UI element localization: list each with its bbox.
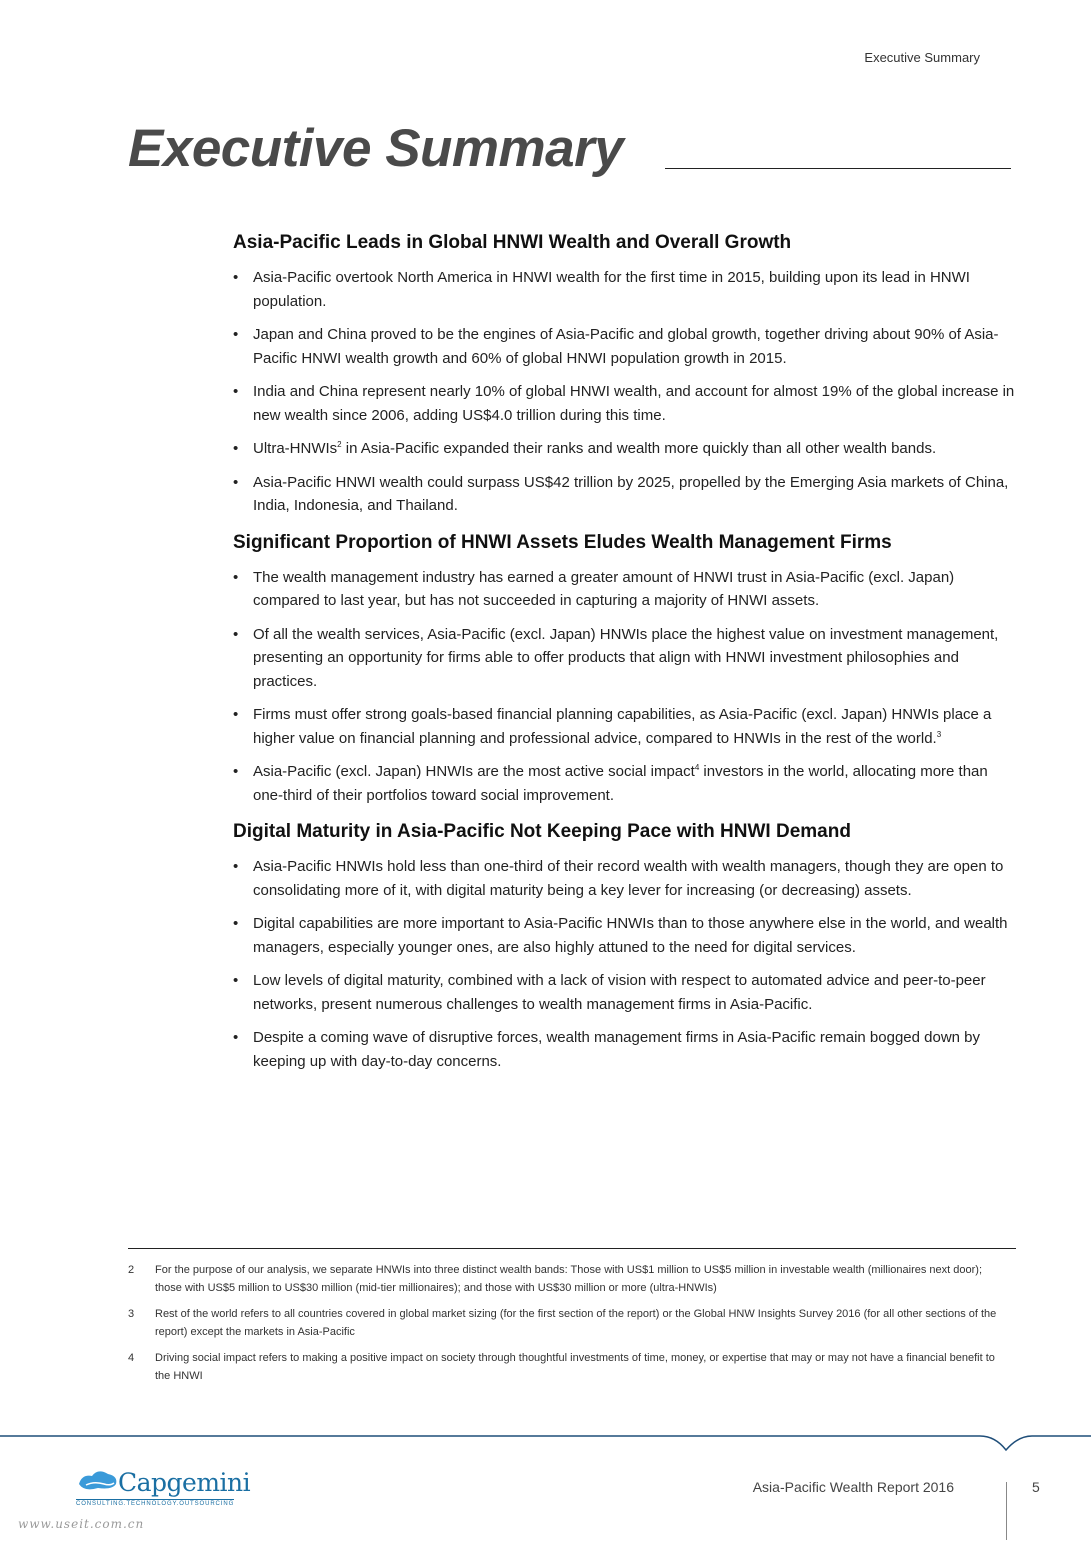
bullet-text-continued: investors in the world, allocating more than one-third of their portfolios toward social improvement.	[253, 763, 988, 804]
bullet-icon: •	[233, 383, 239, 400]
list-item	[233, 1026, 1015, 1073]
footnote-number: 3	[128, 1308, 135, 1320]
list-item	[233, 855, 1015, 902]
watermark: www.useit.com.cn	[18, 1517, 145, 1531]
list-item	[233, 566, 1015, 613]
bullet-text: The wealth management industry has earned a greater amount of HNWI trust in Asia-Pacific (excl. Japan) compared to last year, but has not succeeded in capturing a majority of HNWI assets.	[253, 568, 955, 609]
main-content	[233, 232, 1015, 1087]
bullet-text: Firms must offer strong goals-based financial planning capabilities, as Asia-Pacific (excl. Japan) HNWIs place a higher value on financial planning and professional advice, compared to HNWIs in the rest of the world.	[253, 706, 992, 747]
footnote-ref: 3	[936, 729, 942, 739]
section-heading: Digital Maturity in Asia-Pacific Not Keeping Pace with HNWI Demand	[233, 821, 851, 842]
section-heading: Significant Proportion of HNWI Assets Eludes Wealth Management Firms	[233, 531, 892, 553]
list-item	[233, 703, 1015, 750]
bullet-icon: •	[233, 858, 239, 875]
logo-wordmark: Capgemini	[118, 1468, 251, 1497]
list-item	[233, 323, 1015, 370]
bullet-text: Asia-Pacific (excl. Japan) HNWIs are the most active social impact	[253, 763, 695, 780]
bullet-icon: •	[233, 326, 239, 343]
bullet-list	[233, 266, 1015, 518]
list-item	[233, 266, 1015, 313]
footnote	[128, 1305, 1008, 1341]
capgemini-logo	[76, 1468, 251, 1508]
section	[233, 232, 1015, 518]
report-name: Asia-Pacific Wealth Report 2016	[752, 1479, 954, 1495]
list-item	[233, 760, 1015, 807]
list-item	[233, 437, 1015, 461]
bullet-icon: •	[233, 763, 239, 780]
bullet-icon: •	[233, 972, 239, 989]
page-number: 5	[1032, 1479, 1040, 1495]
bullet-text: Of all the wealth services, Asia-Pacific (excl. Japan) HNWIs place the highest value on investment management, presenting an opportunity for firms able to offer products that align with HNWI investment philosophies and practices.	[253, 625, 999, 690]
section-heading: Asia-Pacific Leads in Global HNWI Wealth and Overall Growth	[233, 232, 792, 253]
list-item	[233, 969, 1015, 1016]
bullet-icon: •	[233, 706, 239, 723]
bullet-text: Asia-Pacific HNWI wealth could surpass US$42 trillion by 2025, propelled by the Emerging Asia markets of China, India, Indonesia, and Thailand.	[253, 473, 1009, 514]
footnote-ref: 4	[694, 763, 700, 772]
bullet-text: Asia-Pacific HNWIs hold less than one-third of their record wealth with wealth managers, though they are open to consolidating more of it, with digital maturity being a key lever for increasing (or decreasing) assets.	[253, 858, 1004, 899]
bullet-icon: •	[233, 269, 239, 286]
bullet-icon: •	[233, 625, 239, 643]
logo-cloud-icon	[76, 1466, 118, 1496]
footer-line	[0, 1420, 1091, 1460]
bullet-text-continued: in Asia-Pacific expanded their ranks and wealth more quickly than all other wealth bands.	[341, 440, 937, 457]
logo-tagline: CONSULTING.TECHNOLOGY.OUTSOURCING	[76, 1501, 235, 1507]
footnotes	[128, 1261, 1008, 1393]
footnote-number: 2	[128, 1264, 135, 1276]
list-item	[233, 380, 1015, 427]
bullet-text: Ultra-HNWIs	[253, 440, 338, 457]
list-item	[233, 912, 1015, 959]
footer-divider	[1006, 1482, 1007, 1540]
bullet-icon: •	[233, 473, 239, 491]
bullet-icon: •	[233, 440, 239, 457]
title-rule	[665, 168, 1011, 169]
footnote-ref: 2	[337, 440, 342, 449]
footnote-text: For the purpose of our analysis, we separate HNWIs into three distinct wealth bands: Those with US$1 million to US$5 million in investable wealth (millionaires next door); those with US$5 million to US$30 million (mid-tier millionaires); and those with US$30 million or more (ultra-HNWIs)	[155, 1264, 983, 1294]
bullet-icon: •	[233, 1029, 239, 1046]
section	[233, 532, 1015, 808]
bullet-text: Digital capabilities are more important to Asia-Pacific HNWIs than to those anywhere else in the world, and wealth managers, especially younger ones, are also highly attuned to the need for digital services.	[253, 915, 1008, 956]
section	[233, 821, 1015, 1073]
page-title: Executive Summary	[128, 119, 624, 178]
bullet-text: India and China represent nearly 10% of global HNWI wealth, and account for almost 19% of the global increase in new wealth since 2006, adding US$4.0 trillion during this time.	[253, 383, 1015, 424]
bullet-list	[233, 566, 1015, 808]
bullet-icon: •	[233, 568, 239, 586]
bullet-list	[233, 855, 1015, 1073]
bullet-text: Low levels of digital maturity, combined with a lack of vision with respect to automated advice and peer-to-peer networks, present numerous challenges to wealth management firms in Asia-Pacific.	[253, 972, 986, 1013]
footnote	[128, 1349, 1008, 1385]
bullet-text: Asia-Pacific overtook North America in HNWI wealth for the first time in 2015, building upon its lead in HNWI population.	[253, 269, 970, 310]
footnote-divider	[128, 1248, 1016, 1249]
list-item	[233, 623, 1015, 694]
bullet-text: Despite a coming wave of disruptive forces, wealth management firms in Asia-Pacific remain bogged down by keeping up with day-to-day concerns.	[253, 1029, 981, 1070]
footnote	[128, 1261, 1008, 1297]
list-item	[233, 471, 1015, 518]
bullet-text: Japan and China proved to be the engines of Asia-Pacific and global growth, together driving about 90% of Asia-Pacific HNWI wealth growth and 60% of global HNWI population growth in 2015.	[253, 326, 999, 367]
footnote-text: Driving social impact refers to making a positive impact on society through thoughtful investments of time, money, or expertise that may or may not have a financial benefit to the HNWI	[155, 1352, 995, 1382]
title-block	[128, 118, 1011, 188]
footnote-number: 4	[128, 1352, 135, 1364]
footnote-text: Rest of the world refers to all countries covered in global market sizing (for the first section of the report) or the Global HNW Insights Survey 2016 (for all other sections of the report) except the markets in Asia-Pacific	[155, 1308, 997, 1338]
bullet-icon: •	[233, 915, 239, 932]
running-head: Executive Summary	[864, 50, 980, 65]
